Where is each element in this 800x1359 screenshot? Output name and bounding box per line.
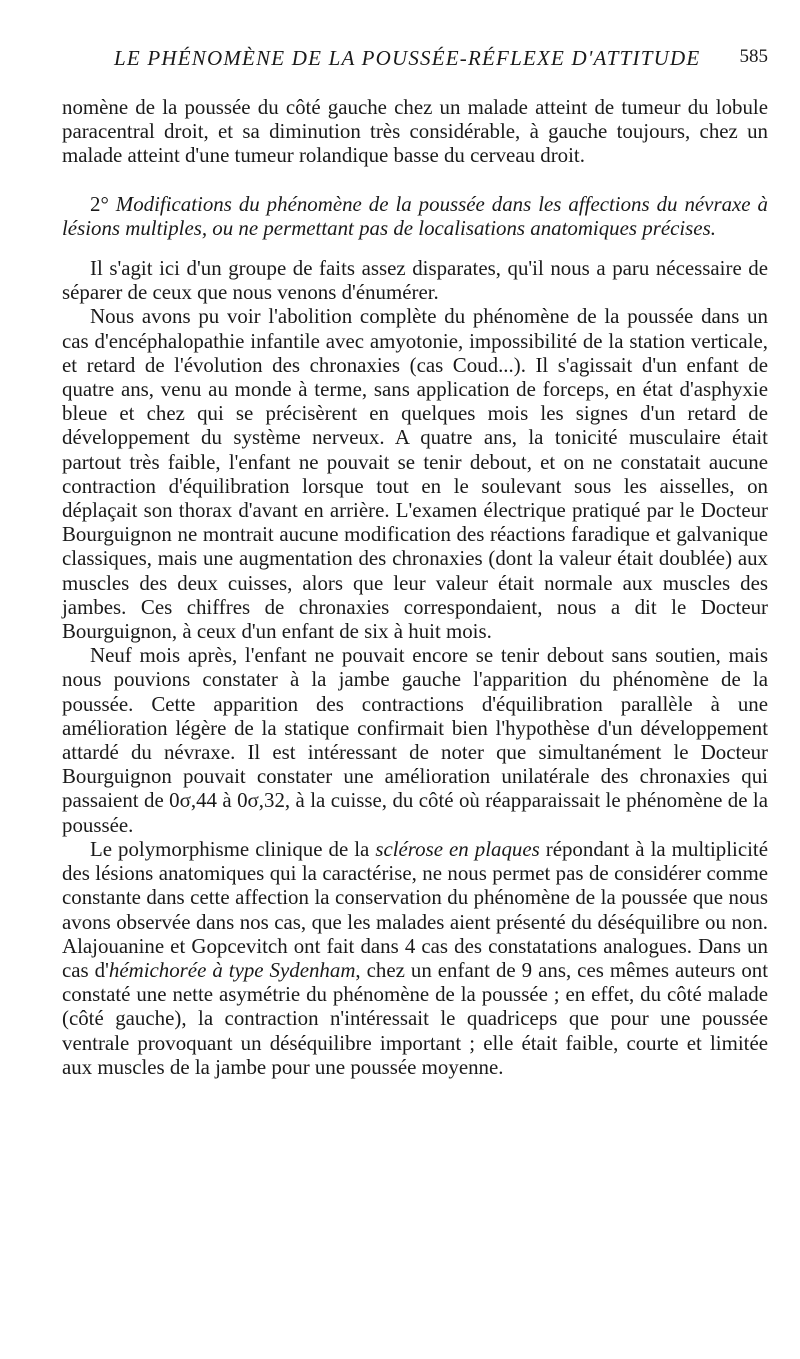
paragraph-text: répondant à la multiplicité des lésions anatomiques qui la caractérise, ne nous permet pas de considérer comme constante dans cette affection la conservation du phénomène de la poussée que nous avons observée dans nos cas, que les malades aient présenté du déséquilibre ou non. Alajouanine et Gopcevitch ont fait dans 4 cas des constatations analogues. Dans un cas d' [62, 836, 768, 982]
paragraph-text: Le polymorphisme clinique de la [90, 836, 376, 861]
italic-term: hémichorée à type Sydenham [108, 957, 356, 982]
paragraph-follow-up: Neuf mois après, l'enfant ne pouvait encore se tenir debout sans soutien, mais nous pouvions constater à la jambe gauche l'apparition du phénomène de la poussée. Cette apparition des contractions d'équilibration parallèle à une amélioration légère de la statique confirmait bien l'hypothèse d'un développement attardé du névraxe. Il est intéressant de noter que simultanément le Docteur Bourguignon pouvait constater une amélioration unilatérale des chronaxies qui passaient de 0σ,44 à 0σ,32, à la cuisse, du côté où réapparaissait le phénomène de la poussée. [62, 643, 768, 837]
body-text [62, 95, 768, 1079]
italic-term: sclérose en plaques [375, 836, 540, 861]
page-number: 585 [739, 46, 768, 67]
section-number: 2° [90, 191, 109, 216]
section-heading-text: Modifications du phénomène de la poussée dans les affections du névraxe à lésions multiples, ou ne permettant pas de localisations anatomiques précises. [62, 191, 768, 240]
paragraph-intro: Il s'agit ici d'un groupe de faits assez disparates, qu'il nous a paru nécessaire de séparer de ceux que nous venons d'énumérer. [62, 256, 768, 305]
running-title: LE PHÉNOMÈNE DE LA POUSSÉE-RÉFLEXE D'ATTITUDE [114, 46, 701, 70]
page [62, 0, 768, 1359]
section-heading [62, 192, 768, 240]
paragraph-case-encephalopathy: Nous avons pu voir l'abolition complète du phénomène de la poussée dans un cas d'encéphalopathie infantile avec amyotonie, impossibilité de la station verticale, et retard de l'évolution des chronaxies (cas Coud...). Il s'agissait d'un enfant de quatre ans, venu au monde à terme, sans application de forceps, en état d'asphyxie bleue et chez qui se précisèrent en quelques mois les signes d'un retard de développement du système nerveux. A quatre ans, la tonicité musculaire était partout très faible, l'enfant ne pouvait se tenir debout, et on ne constatait aucune contraction d'équilibration lorsque tout en le soulevant sous les aisselles, on déplaçait son thorax d'avant en arrière. L'examen électrique pratiqué par le Docteur Bourguignon ne montrait aucune modification des réactions faradique et galvanique classiques, mais une augmentation des chronaxies (dont la valeur était doublée) aux muscles des deux cuisses, alors que leur valeur était normale aux muscles des jambes. Ces chiffres de chronaxies correspondaient, nous a dit le Docteur Bourguignon, à ceux d'un enfant de six à huit mois. [62, 304, 768, 644]
paragraph-sclerose [62, 837, 768, 1079]
paragraph-text: , chez un enfant de 9 ans, ces mêmes auteurs ont constaté une nette asymétrie du phénomène de la poussée ; en effet, du côté malade (côté gauche), la contraction n'intéressait le quadriceps que pour une poussée ventrale provoquant un déséquilibre important ; elle était faible, courte et limitée aux muscles de la jambe pour une poussée moyenne. [62, 957, 769, 1079]
paragraph-continuation: nomène de la poussée du côté gauche chez un malade atteint de tumeur du lobule paracentral droit, et sa diminution très considérable, à gauche toujours, chez un malade atteint d'une tumeur rolandique basse du cerveau droit. [62, 95, 768, 168]
running-header [114, 46, 768, 76]
